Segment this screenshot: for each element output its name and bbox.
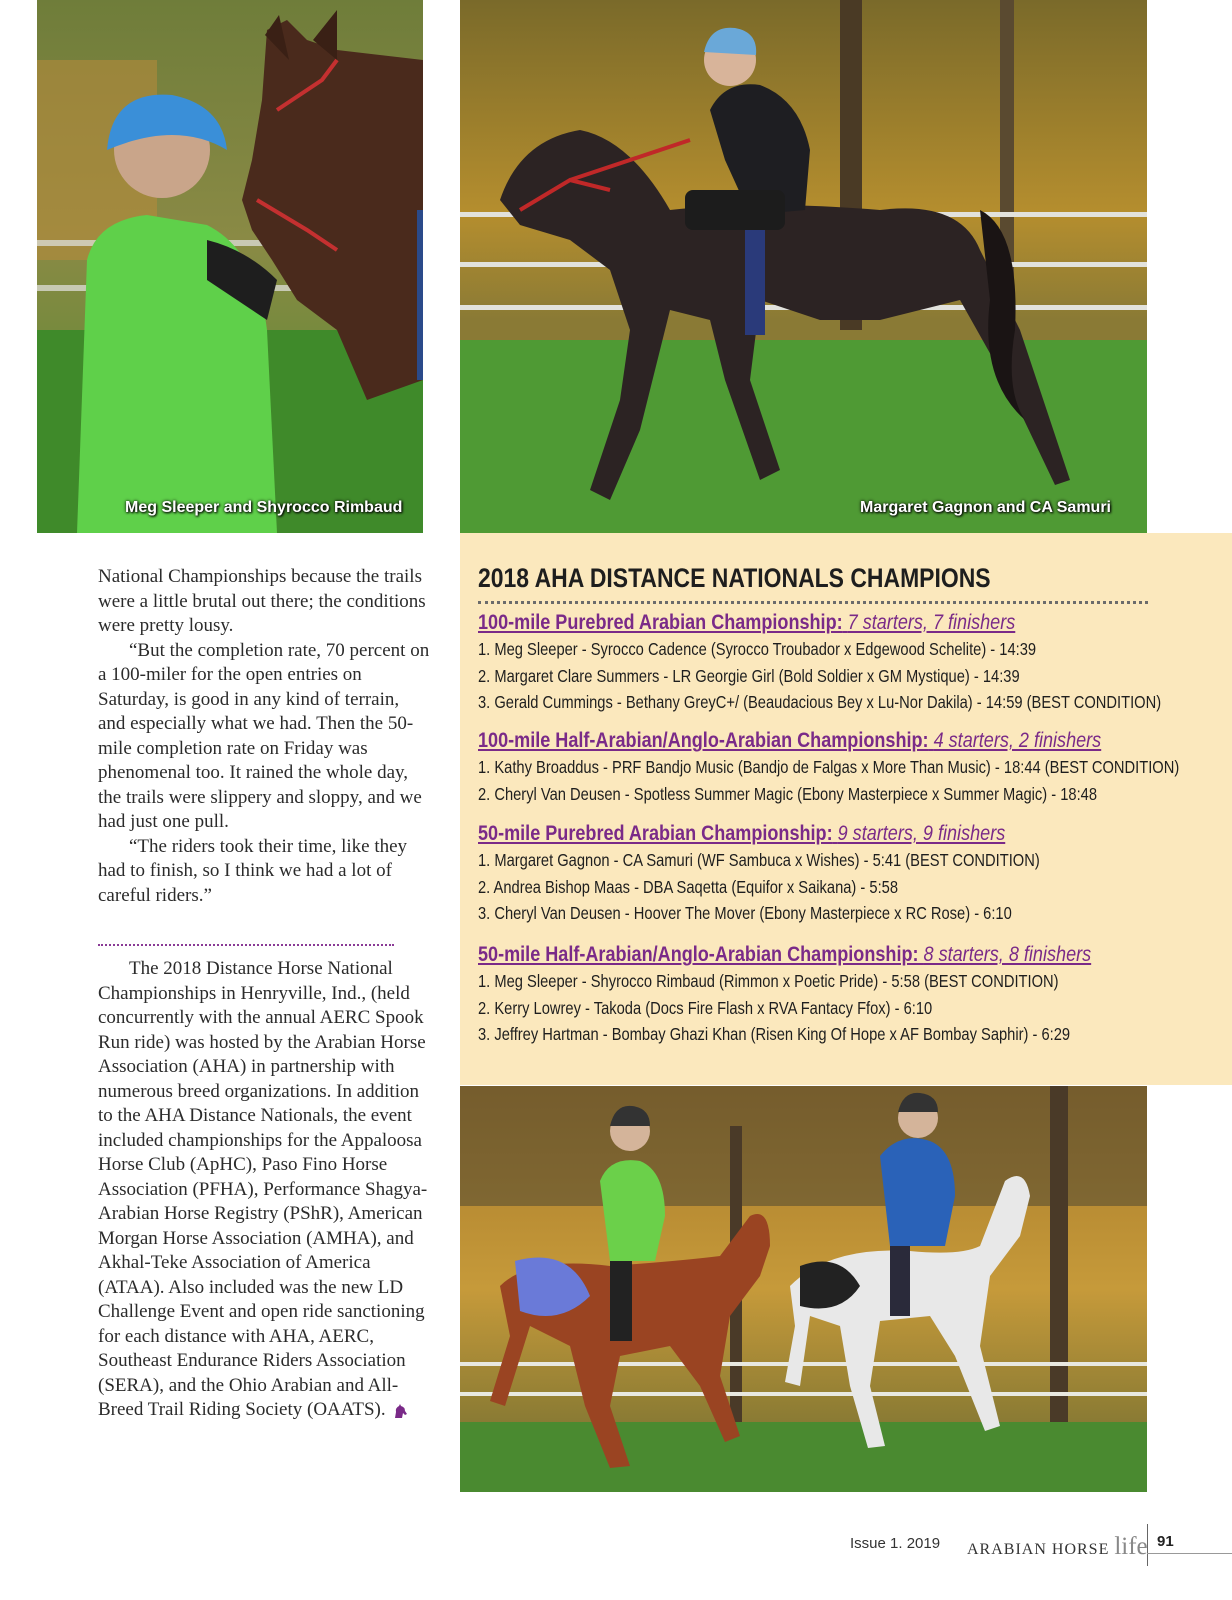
section-divider	[98, 944, 394, 946]
photo-caption: Margaret Gagnon and CA Samuri	[860, 499, 1111, 516]
result-entry: 3. Cheryl Van Deusen - Hoover The Mover (Ebony Masterpiece x RC Rose) - 6:10	[478, 903, 1012, 923]
article-paragraph: “The riders took their time, like they had to finish, so I think we had a lot of careful riders.”	[98, 835, 408, 906]
footer-magazine-name	[967, 1533, 1148, 1561]
championship-category	[478, 821, 1218, 927]
footer-divider	[1147, 1524, 1148, 1566]
result-entry: 1. Meg Sleeper - Shyrocco Rimbaud (Rimmon x Poetic Pride) - 5:58 (BEST CONDITION)	[478, 971, 1059, 991]
result-entry: 2. Andrea Bishop Maas - DBA Saqetta (Equifor x Saikana) - 5:58	[478, 876, 898, 897]
photo-illustration	[460, 0, 1147, 533]
championship-category	[478, 942, 1218, 1048]
article-paragraph	[98, 957, 430, 1423]
result-entry: 3. Jeffrey Hartman - Bombay Ghazi Khan (Risen King Of Hope x AF Bombay Saphir) - 6:29	[478, 1024, 1071, 1044]
category-heading	[478, 821, 1114, 847]
footer-issue: Issue 1. 2019	[850, 1535, 941, 1552]
category-name: 50-mile Half-Arabian/Anglo-Arabian Championship:	[478, 943, 919, 966]
champions-title: 2018 AHA DISTANCE NATIONALS CHAMPIONS	[478, 563, 991, 593]
title-divider	[478, 601, 1148, 604]
article-paragraph: National Championships because the trails were a little brutal out there; the conditions were pretty lousy.	[98, 566, 426, 636]
result-entry: 2. Margaret Clare Summers - LR Georgie Girl (Bold Soldier x GM Mystique) - 14:39	[478, 665, 1020, 686]
category-name: 100-mile Half-Arabian/Anglo-Arabian Championship:	[478, 729, 929, 752]
photo-caption: Meg Sleeper and Shyrocco Rimbaud	[125, 499, 403, 516]
footer-rule	[1147, 1553, 1232, 1554]
category-name: 100-mile Purebred Arabian Championship:	[478, 611, 843, 634]
horse-head-icon	[392, 1403, 408, 1419]
photo-two-riders	[460, 1086, 1147, 1492]
article-text-upper	[98, 565, 430, 908]
category-stats: 8 starters, 8 finishers	[923, 943, 1092, 966]
magazine-script: life	[1114, 1533, 1148, 1560]
result-entry: 1. Margaret Gagnon - CA Samuri (WF Sambuca x Wishes) - 5:41 (BEST CONDITION)	[478, 850, 1040, 870]
photo-illustration	[37, 0, 423, 533]
result-entry: 3. Gerald Cummings - Bethany GreyC+/ (Beaudacious Bey x Lu-Nor Dakila) - 14:59 (BEST CONDITION)	[478, 692, 1162, 712]
article-text-lower	[98, 957, 430, 1423]
result-entry: 1. Kathy Broaddus - PRF Bandjo Music (Bandjo de Falgas x More Than Music) - 18:44 (BEST CONDITION)	[478, 757, 1180, 777]
category-heading	[478, 728, 1114, 754]
category-name: 50-mile Purebred Arabian Championship:	[478, 822, 833, 845]
photo-rider-with-horse	[37, 0, 423, 533]
category-stats: 9 starters, 9 finishers	[837, 822, 1006, 845]
category-heading	[478, 942, 1114, 968]
result-entry: 2. Kerry Lowrey - Takoda (Docs Fire Flash x RVA Fantacy Ffox) - 6:10	[478, 997, 933, 1018]
result-entry: 2. Cheryl Van Deusen - Spotless Summer Magic (Ebony Masterpiece x Summer Magic) - 18:48	[478, 783, 1098, 804]
champions-sidebar	[460, 533, 1232, 1085]
photo-rider-trotting	[460, 0, 1147, 533]
championship-category	[478, 728, 1218, 807]
article-paragraph-text: The 2018 Distance Horse National Championships in Henryville, Ind., (held concurrently with the annual AERC Spook Run ride) was hosted by the Arabian Horse Association (AHA) in partnership with numerous breed organizations. In addition to the AHA Distance Nationals, the event included championships for the Appaloosa Horse Club (ApHC), Paso Fino Horse Association (PFHA), Performance Shagya-Arabian Horse Registry (PShR), American Morgan Horse Association (AMHA), and Akhal-Teke Association of America (ATAA). Also included was the new LD Challenge Event and open ride sanctioning for each distance with AHA, AERC, Southeast Endurance Riders Association (SERA), and the Ohio Arabian and All-Breed Trail Riding Society (OAATS).	[98, 958, 428, 1420]
result-entry: 1. Meg Sleeper - Syrocco Cadence (Syrocco Troubador x Edgewood Schelite) - 14:39	[478, 639, 1037, 659]
category-heading	[478, 610, 1114, 636]
page-number: 91	[1157, 1533, 1174, 1550]
photo-illustration	[460, 1086, 1147, 1492]
championship-category	[478, 610, 1218, 716]
article-paragraph: “But the completion rate, 70 percent on a 100-miler for the open entries on Saturday, is good in any kind of terrain, and especially what we had. Then the 50-mile completion rate on Friday was phenomenal too. It rained the whole day, the trails were slippery and sloppy, and we had just one pull.	[98, 639, 430, 832]
category-stats: 4 starters, 2 finishers	[933, 729, 1102, 752]
category-stats: 7 starters, 7 finishers	[847, 611, 1016, 634]
magazine-name: ARABIAN HORSE	[967, 1541, 1110, 1558]
